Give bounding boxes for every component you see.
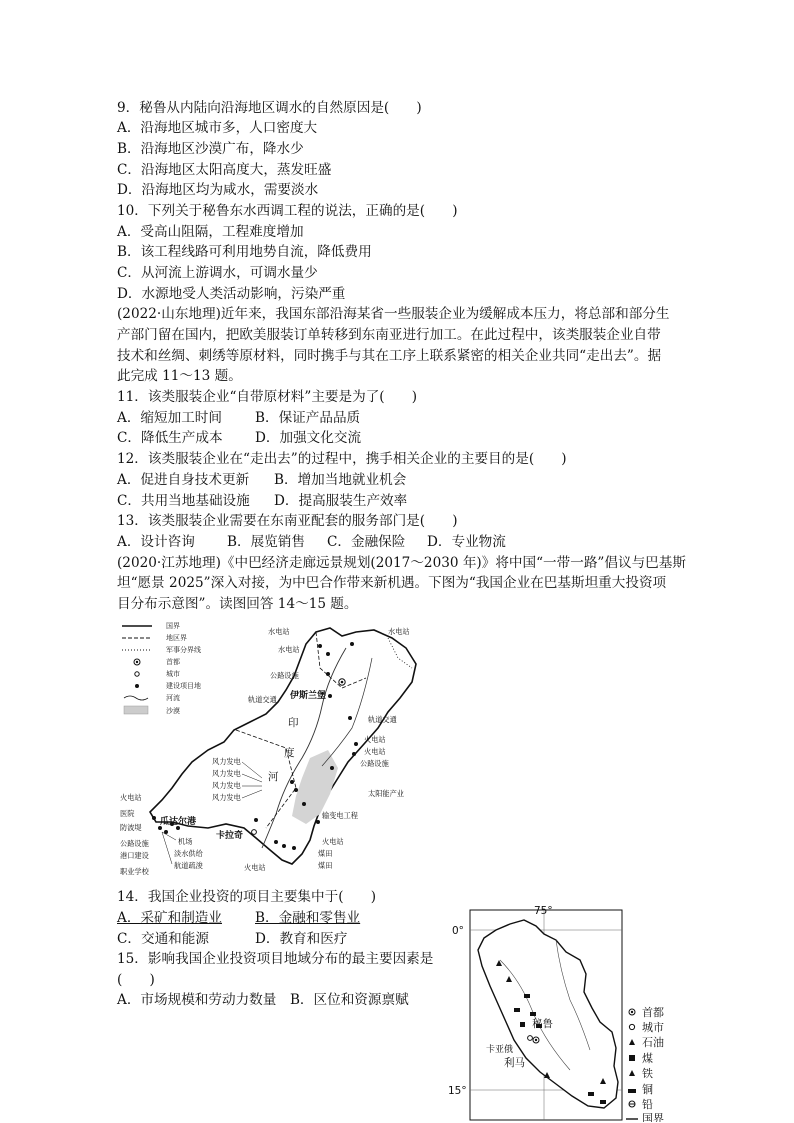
- q13-option-b: B．展览销售: [227, 534, 305, 550]
- label-indus-3: 河: [268, 771, 279, 783]
- label-hospital: 医院: [120, 809, 135, 818]
- q10-stem: 10．下列关于秘鲁东水西调工程的说法，正确的是( ): [117, 203, 458, 219]
- q14-option-a: A．采矿和制造业: [117, 910, 222, 926]
- q12-stem: 12．该类服装企业在“走出去”的过程中，携手相关企业的主要目的是( ): [117, 451, 567, 467]
- label-breakwater: 防波堤: [120, 823, 142, 832]
- q10-option-b: B．该工程线路可利用地势自流，降低费用: [117, 244, 372, 260]
- q15-options-ab: A．市场规模和劳动力数量 B．区位和资源禀赋: [117, 992, 409, 1008]
- pakistan-investment-map: [116, 618, 424, 880]
- q12-options-cd: [117, 491, 407, 511]
- label-school: 职业学校: [120, 867, 149, 876]
- capital-label: 伊斯兰堡: [290, 691, 327, 701]
- label-airport: 机场: [178, 837, 193, 846]
- label-fire-4: 火电站: [322, 837, 344, 846]
- q9-option-d: D．沿海地区均为咸水，需要淡水: [117, 182, 319, 198]
- legend-project-label: 建设项目地: [166, 682, 201, 690]
- legend-region-label: 地区界: [166, 634, 187, 642]
- q14-option-d: D．教育和医疗: [255, 931, 348, 947]
- label-transmission: 输变电工程: [322, 811, 358, 820]
- peru-legend-lead: 铅: [642, 1098, 653, 1111]
- label-rail-2: 轨道交通: [368, 715, 397, 724]
- label-fire-1: 火电站: [364, 735, 386, 744]
- legend-project-symbol: [135, 684, 139, 688]
- q11-options-ab: [117, 408, 360, 428]
- q9-option-b: B．沿海地区沙漠广布，降水少: [117, 141, 304, 157]
- q14-option-b: B．金融和零售业: [255, 910, 361, 926]
- label-road-1: 公路设施: [270, 671, 299, 680]
- q14-options-ab: [117, 908, 360, 928]
- label-indus-2: 度: [284, 747, 295, 759]
- map-legend: [122, 621, 201, 715]
- label-wind-4: 风力发电: [212, 793, 241, 802]
- peru-legend-oil: 石油: [642, 1036, 664, 1049]
- q13-stem: 13．该类服装企业需要在东南亚配套的服务部门是( ): [117, 513, 458, 529]
- lat-15-label: 15°: [448, 1085, 467, 1097]
- peru-legend-capital: 首都: [642, 1006, 664, 1019]
- q11-option-d: D．加强文化交流: [255, 430, 362, 446]
- q13-options: [117, 532, 506, 552]
- peru-legend-city: 城市: [642, 1021, 664, 1034]
- label-hydro-2: 水电站: [388, 627, 410, 636]
- label-wind-3: 风力发电: [212, 781, 241, 790]
- q12-option-c: C．共用当地基础设施: [117, 493, 250, 509]
- label-hydro-1: 水电站: [268, 627, 290, 636]
- q11-option-a: A．缩短加工时间: [117, 410, 222, 426]
- q10-option-d: D．水源地受人类活动影响，污染严重: [117, 286, 346, 302]
- peru-legend-border: 国界: [642, 1112, 664, 1122]
- legend-river-symbol: [124, 696, 148, 700]
- passage2-line3: 目分布示意图”。读图回答 14～15 题。: [117, 596, 358, 612]
- q10-option-c: C．从河流上游调水，可调水量少: [117, 265, 318, 281]
- label-rail-1: 轨道交通: [248, 695, 277, 704]
- label-road-3: 公路设施: [120, 839, 149, 848]
- q14-option-c: C．交通和能源: [117, 931, 209, 947]
- q12-option-d: D．提高服装生产效率: [274, 493, 408, 509]
- label-coal-2: 煤田: [318, 861, 333, 870]
- peru-legend-coal: 煤: [642, 1052, 653, 1065]
- legend-capital-label: 首都: [166, 658, 180, 666]
- lat-0-label: 0°: [452, 925, 464, 937]
- label-wind-1: 风力发电: [212, 757, 241, 766]
- pakistan-outline: [150, 628, 416, 864]
- passage2-line2: 坦“愿景 2025”深入对接，为中巴合作带来新机遇。下图为“我国企业在巴基斯坦重大投资项: [117, 575, 667, 591]
- label-wind-2: 风力发电: [212, 769, 241, 778]
- q11-options-cd: [117, 428, 361, 448]
- callao-label: 卡亚俄: [486, 1045, 514, 1055]
- label-channel: 航道疏浚: [174, 861, 203, 870]
- lima-label: 利马: [504, 1057, 525, 1069]
- q13-option-a: A．设计咨询: [117, 534, 195, 550]
- q13-option-d: D．专业物流: [427, 534, 506, 550]
- passage1-line2: 产部门留在国内，把欧美服装订单转移到东南亚进行加工。在此过程中，该类服装企业自带: [117, 327, 661, 343]
- legend-city-symbol: [135, 672, 139, 676]
- legend-border-label: 国界: [166, 622, 180, 630]
- legend-desert-symbol: [124, 706, 148, 714]
- q14-options-cd: [117, 929, 347, 949]
- q10-option-a: A．受高山阻隔，工程难度增加: [117, 224, 304, 240]
- label-indus-1: 印: [288, 717, 299, 729]
- label-solar: 太阳能产业: [368, 789, 404, 798]
- q12-option-b: B．增加当地就业机会: [274, 472, 407, 488]
- q12-option-a: A．促进自身技术更新: [117, 472, 250, 488]
- label-fire-5: 火电站: [244, 863, 266, 872]
- label-karachi: 卡拉奇: [216, 831, 244, 841]
- q11-option-b: B．保证产品品质: [255, 410, 361, 426]
- q12-options-ab: [117, 470, 406, 490]
- label-hydro-3: 水电站: [278, 645, 300, 654]
- q9-stem: 9．秘鲁从内陆向沿海地区调水的自然原因是( ): [117, 100, 422, 116]
- label-port: 港口建设: [120, 851, 149, 860]
- lon-75-label: 75°: [534, 905, 553, 917]
- q15-paren: ( ): [117, 972, 155, 988]
- legend-city-label: 城市: [166, 670, 180, 678]
- label-fire-2: 火电站: [364, 747, 386, 756]
- legend-river-label: 河流: [166, 694, 180, 702]
- q13-option-c: C．金融保险: [327, 534, 406, 550]
- legend-desert-label: 沙漠: [166, 707, 180, 715]
- label-road-2: 公路设施: [360, 759, 389, 768]
- passage1-line1: (2022·山东地理)近年来，我国东部沿海某省一些服装企业为缓解成本压力，将总部和部分生: [117, 306, 670, 322]
- label-fire-3: 火电站: [120, 793, 142, 802]
- label-gwadar: 瓜达尔港: [160, 817, 197, 827]
- q14-stem: 14．我国企业投资的项目主要集中于( ): [117, 889, 376, 905]
- peru-legend: [626, 1005, 664, 1122]
- q9-option-a: A．沿海地区城市多，人口密度大: [117, 120, 318, 136]
- peru-country-label: 秘鲁: [532, 1018, 553, 1030]
- q11-option-c: C．降低生产成本: [117, 430, 223, 446]
- q11-stem: 11．该类服装企业“自带原材料”主要是为了( ): [117, 389, 418, 405]
- label-coal-1: 煤田: [318, 849, 333, 858]
- q9-option-c: C．沿海地区太阳高度大，蒸发旺盛: [117, 162, 332, 178]
- label-water: 淡水供给: [174, 849, 203, 858]
- legend-military-label: 军事分界线: [166, 646, 201, 654]
- peru-legend-copper: 铜: [642, 1083, 653, 1096]
- passage2-line1: (2020·江苏地理)《中巴经济走廊远景规划(2017～2030 年)》将中国“一带一路”倡议与巴基斯: [117, 555, 686, 571]
- passage1-line3: 技术和丝绸、刺绣等原材料，同时携手与其在工序上联系紧密的相关企业共同“走出去”。据: [117, 348, 662, 364]
- peru-legend-iron: 铁: [642, 1067, 653, 1080]
- passage1-line4: 此完成 11～13 题。: [117, 368, 242, 384]
- q15-stem: 15．影响我国企业投资项目地域分布的最主要因素是: [117, 951, 434, 967]
- peru-resource-map: [440, 900, 690, 1122]
